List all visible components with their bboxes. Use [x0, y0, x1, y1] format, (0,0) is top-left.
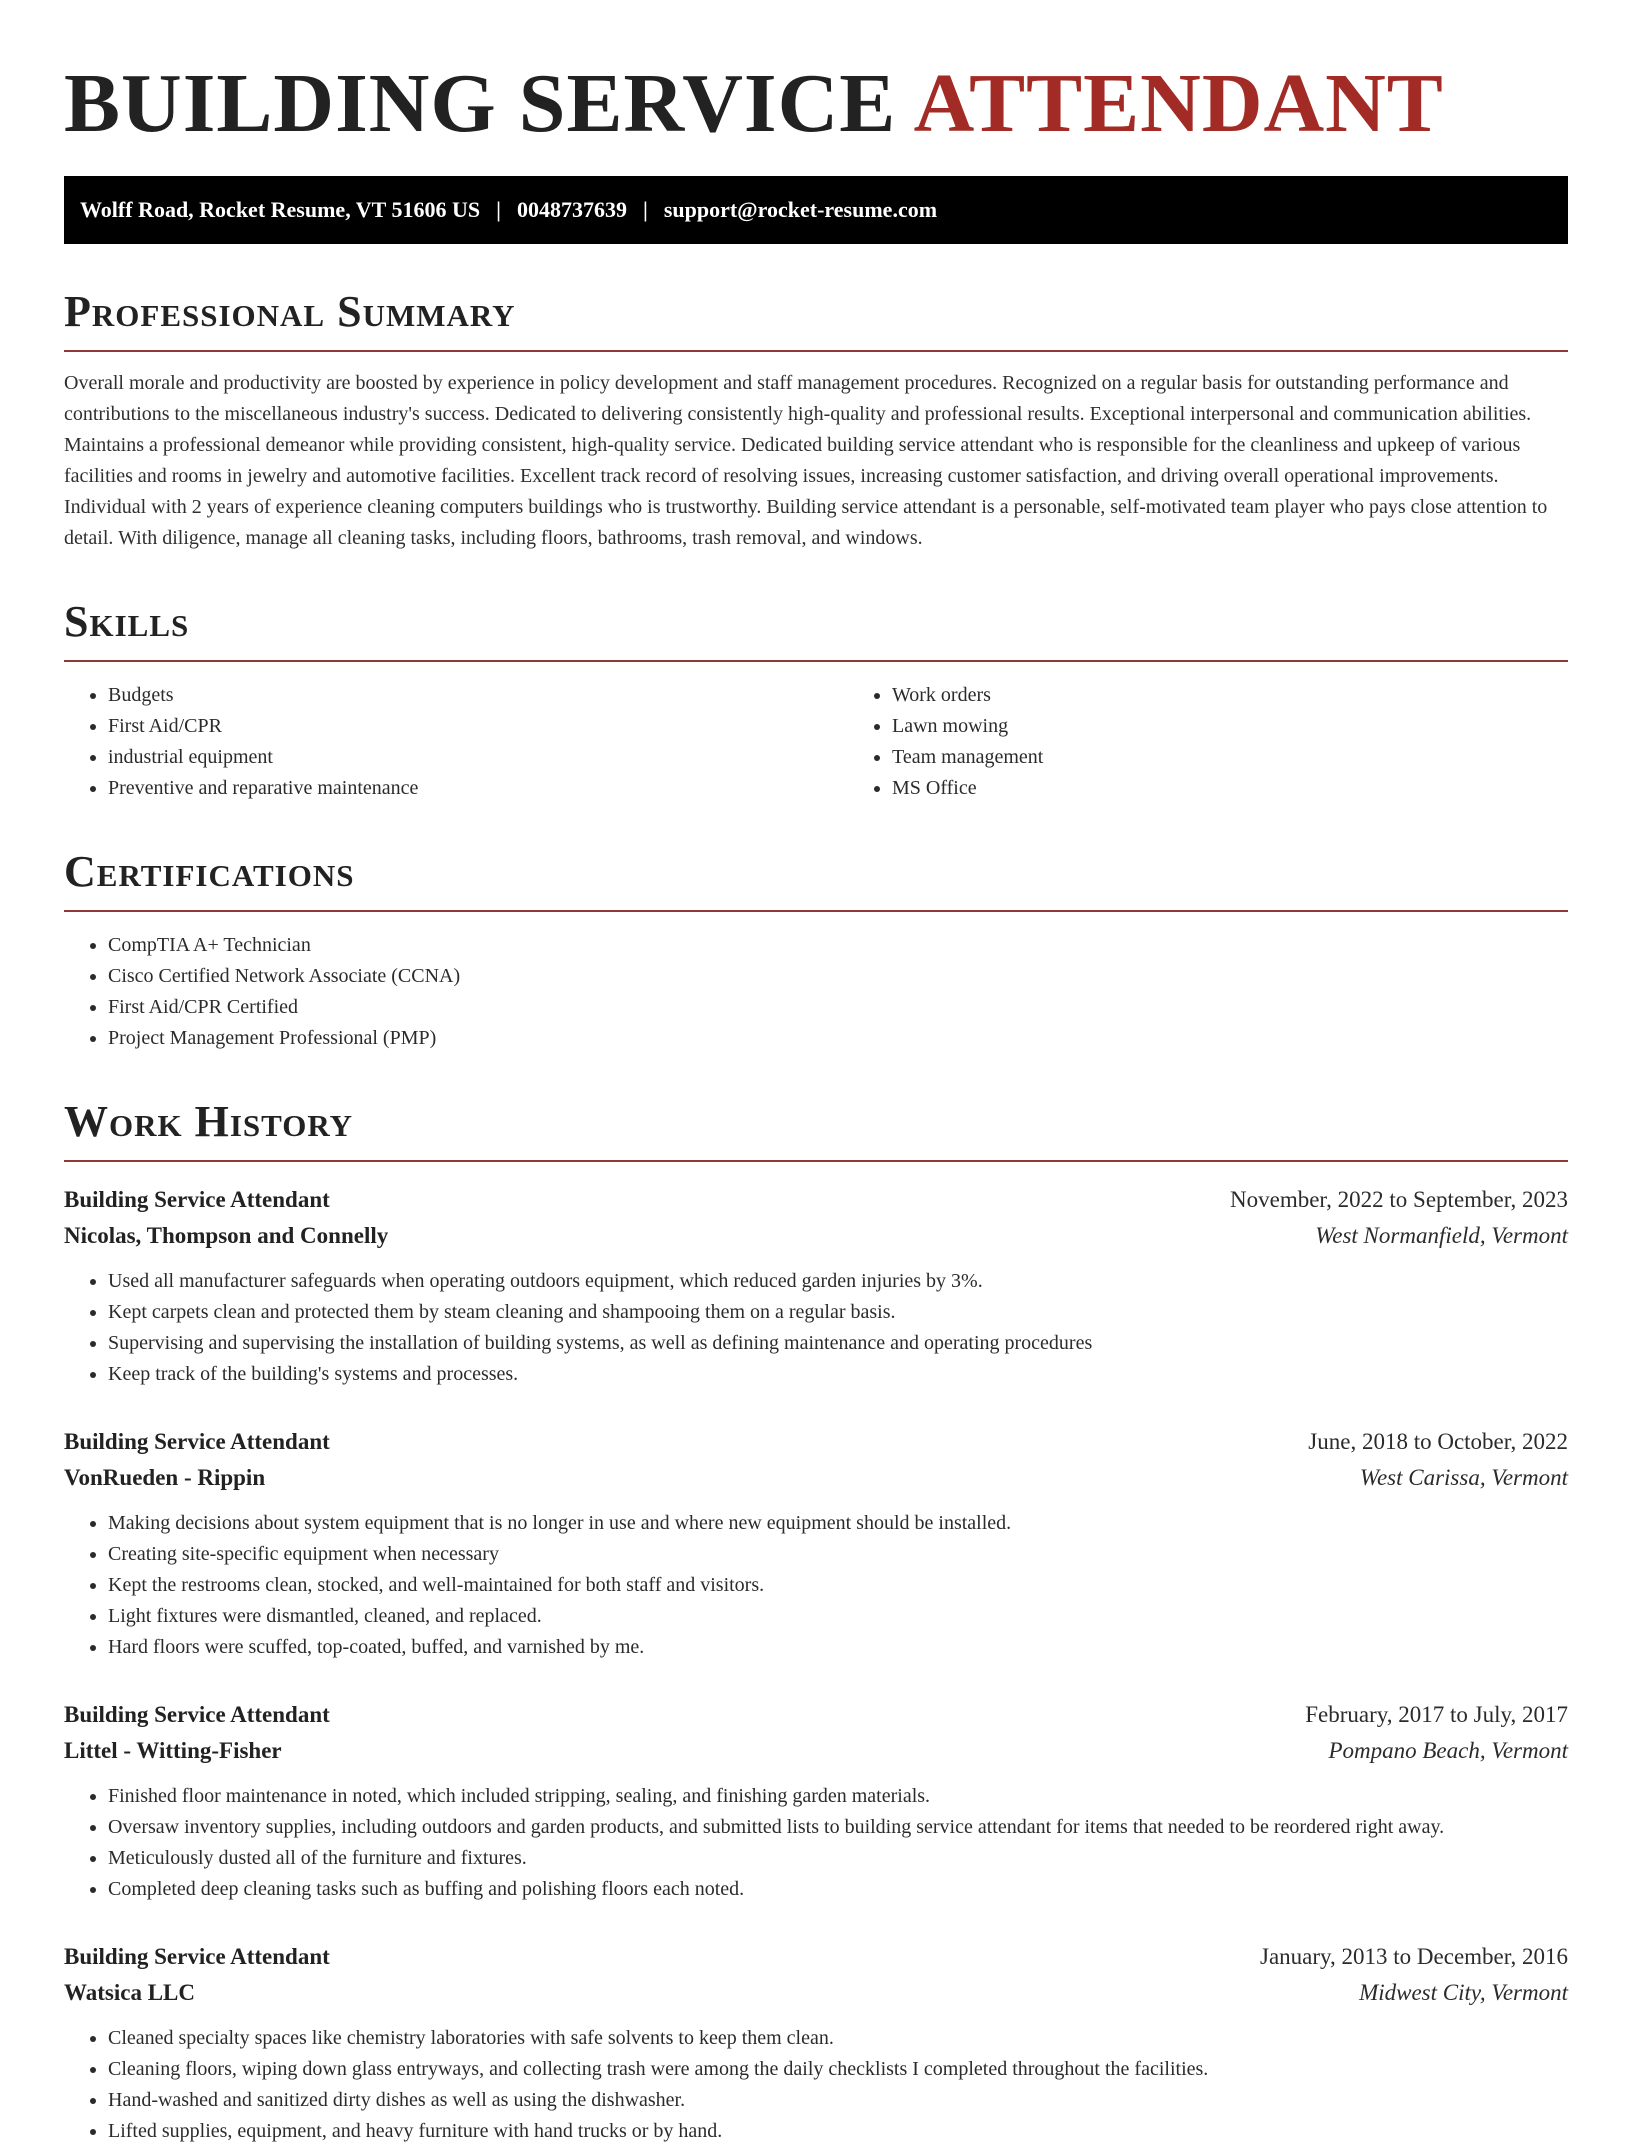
contact-separator: | — [642, 197, 648, 222]
job-company-row — [64, 1460, 1568, 1496]
job-title: Building Service Attendant — [64, 1702, 330, 1727]
job-dates: June, 2018 to October, 2022 — [1308, 1429, 1568, 1454]
section-title-certifications: Certifications — [64, 848, 1568, 912]
job-duties-list — [64, 1266, 1568, 1390]
contact-phone: 0048737639 — [516, 197, 627, 222]
job-company-row — [64, 1975, 1568, 2011]
job-entry — [64, 1182, 1568, 1390]
job-duty: • Kept carpets clean and protected them by steam cleaning and shampooing them on a regular basis. — [108, 1297, 1568, 1328]
job-duty: • Used all manufacturer safeguards when operating outdoors equipment, which reduced garden injuries by 3%. — [108, 1266, 1568, 1297]
job-duties-list — [64, 1781, 1568, 1905]
summary-section — [64, 288, 1568, 554]
job-entry — [64, 1697, 1568, 1905]
skills-list-right — [848, 680, 1632, 804]
job-title: Building Service Attendant — [64, 1187, 330, 1212]
job-company: VonRueden - Rippin — [64, 1465, 266, 1490]
certifications-list — [64, 930, 1568, 1054]
work-history-section — [64, 1098, 1568, 2147]
skill-item: • Budgets — [108, 680, 848, 711]
job-dates: February, 2017 to July, 2017 — [1305, 1702, 1568, 1727]
certifications-section — [64, 848, 1568, 1054]
skill-item: • Team management — [892, 742, 1632, 773]
skills-columns — [64, 662, 1568, 804]
job-entry — [64, 1424, 1568, 1663]
skills-list-left — [64, 680, 848, 804]
job-duties-list — [64, 2023, 1568, 2147]
job-title: Building Service Attendant — [64, 1944, 330, 1969]
job-dates: January, 2013 to December, 2016 — [1260, 1944, 1568, 1969]
job-location: West Carissa, Vermont — [1359, 1465, 1568, 1490]
resume-name — [64, 56, 1568, 152]
skill-item: • industrial equipment — [108, 742, 848, 773]
job-duty: • Lifted supplies, equipment, and heavy furniture with hand trucks or by hand. — [108, 2116, 1568, 2147]
skill-item: • Work orders — [892, 680, 1632, 711]
job-duty: • Supervising and supervising the installation of building systems, as well as defining maintenance and operating procedures — [108, 1328, 1568, 1359]
job-duty: • Oversaw inventory supplies, including outdoors and garden products, and submitted lists to building service attendant for items that needed to be reordered right away. — [108, 1812, 1568, 1843]
job-company: Nicolas, Thompson and Connelly — [64, 1223, 389, 1248]
skill-item: • Preventive and reparative maintenance — [108, 773, 848, 804]
skill-item: • Lawn mowing — [892, 711, 1632, 742]
job-entry — [64, 1939, 1568, 2147]
job-duty: • Cleaning floors, wiping down glass entryways, and collecting trash were among the daily checklists I completed throughout the facilities. — [108, 2054, 1568, 2085]
job-location: Pompano Beach, Vermont — [1328, 1738, 1568, 1763]
job-duty: • Cleaned specialty spaces like chemistry laboratories with safe solvents to keep them clean. — [108, 2023, 1568, 2054]
certification-item: • First Aid/CPR Certified — [108, 992, 1568, 1023]
job-duty: • Creating site-specific equipment when necessary — [108, 1539, 1568, 1570]
job-duty: • Light fixtures were dismantled, cleaned, and replaced. — [108, 1601, 1568, 1632]
job-duty: • Finished floor maintenance in noted, which included stripping, sealing, and finishing garden materials. — [108, 1781, 1568, 1812]
section-title-work-history: Work History — [64, 1098, 1568, 1162]
skills-section — [64, 598, 1568, 804]
certification-item: • CompTIA A+ Technician — [108, 930, 1568, 961]
job-duties-list — [64, 1508, 1568, 1663]
skill-item: • First Aid/CPR — [108, 711, 848, 742]
job-location: West Normanfield, Vermont — [1315, 1223, 1568, 1248]
contact-email: support@rocket-resume.com — [663, 197, 938, 222]
job-duty: • Meticulously dusted all of the furniture and fixtures. — [108, 1843, 1568, 1874]
job-dates: November, 2022 to September, 2023 — [1230, 1187, 1568, 1212]
job-location: Midwest City, Vermont — [1359, 1980, 1568, 2005]
job-header-row — [64, 1939, 1568, 1975]
summary-text: Overall morale and productivity are boosted by experience in policy development and staff management procedures. Recognized on a regular basis for outstanding performance and contributions to the miscellaneous industry's success. Dedicated to delivering consistently high-quality and professional results. Exceptional interpersonal and communication abilities. Maintains a professional demeanor while providing consistent, high-quality service. Dedicated building service attendant who is responsible for the cleanliness and upkeep of various facilities and rooms in jewelry and automotive facilities. Excellent track record of resolving issues, increasing customer satisfaction, and driving overall operational improvements. Individual with 2 years of experience cleaning computers buildings who is trustworthy. Building service attendant is a personable, self-motivated team player who pays close attention to detail. With diligence, manage all cleaning tasks, including floors, bathrooms, trash removal, and windows. — [64, 372, 1548, 549]
section-title-skills: Skills — [64, 598, 1568, 662]
job-title: Building Service Attendant — [64, 1429, 330, 1454]
job-company-row — [64, 1218, 1568, 1254]
certification-item: • Cisco Certified Network Associate (CCNA) — [108, 961, 1568, 992]
job-company: Littel - Witting-Fisher — [64, 1738, 282, 1763]
job-duty: • Completed deep cleaning tasks such as buffing and polishing floors each noted. — [108, 1874, 1568, 1905]
job-company: Watsica LLC — [64, 1980, 195, 2005]
job-duty: • Kept the restrooms clean, stocked, and well-maintained for both staff and visitors. — [108, 1570, 1568, 1601]
contact-separator: | — [496, 197, 501, 222]
job-duty: • Hard floors were scuffed, top-coated, buffed, and varnished by me. — [108, 1632, 1568, 1663]
job-company-row — [64, 1733, 1568, 1769]
skill-item: • MS Office — [892, 773, 1632, 804]
name-part-1: BUILDING SERVICE — [64, 57, 897, 150]
certification-item: • Project Management Professional (PMP) — [108, 1023, 1568, 1054]
job-header-row — [64, 1424, 1568, 1460]
job-header-row — [64, 1697, 1568, 1733]
contact-address: Wolff Road, Rocket Resume, VT 51606 US — [80, 197, 481, 222]
job-duty: • Keep track of the building's systems and processes. — [108, 1359, 1568, 1390]
name-part-2-accent: ATTENDANT — [913, 57, 1444, 150]
section-title-summary: Professional Summary — [64, 288, 1568, 352]
job-header-row — [64, 1182, 1568, 1218]
job-duty: • Hand-washed and sanitized dirty dishes as well as using the dishwasher. — [108, 2085, 1568, 2116]
contact-bar — [64, 176, 1568, 244]
job-duty: • Making decisions about system equipment that is no longer in use and where new equipment should be installed. — [108, 1508, 1568, 1539]
